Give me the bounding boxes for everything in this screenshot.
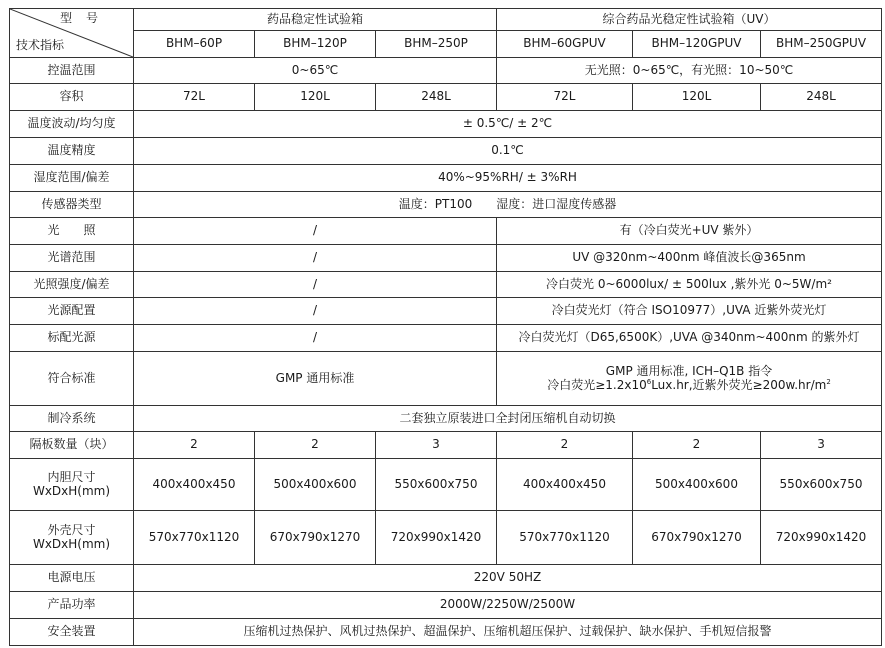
cell-value: 0~65℃ (134, 58, 497, 84)
cell-value: 670x790x1270 (255, 511, 376, 565)
cell-value: 248L (761, 84, 882, 111)
cell-value: 570x770x1120 (134, 511, 255, 565)
row-label: 控温范围 (10, 58, 134, 84)
compliance-detail (497, 352, 882, 406)
row-sensor (10, 192, 882, 218)
row-standard-light (10, 325, 882, 352)
model-name: BHM–60GPUV (497, 31, 633, 58)
cell-value: 2 (255, 432, 376, 459)
header-corner-cell (10, 9, 134, 58)
cell-value: 120L (633, 84, 761, 111)
row-label: 温度精度 (10, 138, 134, 165)
row-label: 温度波动/均匀度 (10, 111, 134, 138)
row-temp-fluct (10, 111, 882, 138)
cell-value: 500x400x600 (255, 459, 376, 511)
cell-value: 2 (633, 432, 761, 459)
row-volume (10, 84, 882, 111)
cell-value: 248L (376, 84, 497, 111)
row-compliance (10, 352, 882, 406)
model-name: BHM–120GPUV (633, 31, 761, 58)
cell-value: 2 (497, 432, 633, 459)
cell-value: 0.1℃ (134, 138, 882, 165)
cell-value: GMP 通用标准 (134, 352, 497, 406)
cell-value: 二套独立原装进口全封闭压缩机自动切换 (134, 406, 882, 432)
cell-value: 72L (134, 84, 255, 111)
row-label: 外壳尺寸 WxDxH(mm) (10, 511, 134, 565)
model-label: 型 号 (60, 11, 103, 25)
cell-value: 有（冷白荧光+UV 紫外） (497, 218, 882, 245)
row-label: 符合标准 (10, 352, 134, 406)
row-label: 光谱范围 (10, 245, 134, 272)
cell-value: 无光照：0~65℃，有光照：10~50℃ (497, 58, 882, 84)
cell-value: 3 (761, 432, 882, 459)
cell-value: 冷白荧光灯（D65,6500K）,UVA @340nm~400nm 的紫外灯 (497, 325, 882, 352)
row-light (10, 218, 882, 245)
spec-table (9, 8, 882, 646)
row-label: 安全装置 (10, 619, 134, 646)
cell-value: 3 (376, 432, 497, 459)
row-label: 电源电压 (10, 565, 134, 592)
row-temp-accuracy (10, 138, 882, 165)
compliance-line-1: GMP 通用标准, ICH–Q1B 指令 (605, 363, 773, 378)
row-label: 内胆尺寸 WxDxH(mm) (10, 459, 134, 511)
cell-value: 冷白荧光 0~6000lux/ ± 500lux ,紫外光 0~5W/m² (497, 272, 882, 298)
group1-title: 药品稳定性试验箱 (134, 9, 497, 31)
row-light-config (10, 298, 882, 325)
row-light-intensity (10, 272, 882, 298)
row-voltage (10, 565, 882, 592)
row-inner-size (10, 459, 882, 511)
cell-value: / (134, 218, 497, 245)
row-label: 光源配置 (10, 298, 134, 325)
row-label: 传感器类型 (10, 192, 134, 218)
cell-value: 400x400x450 (497, 459, 633, 511)
group2-title: 综合药品光稳定性试验箱（UV） (497, 9, 882, 31)
cell-value: 500x400x600 (633, 459, 761, 511)
row-label: 光照强度/偏差 (10, 272, 134, 298)
cell-value: 压缩机过热保护、风机过热保护、超温保护、压缩机超压保护、过载保护、缺水保护、手机短信报警 (134, 619, 882, 646)
cell-value: 72L (497, 84, 633, 111)
cell-value: 40%~95%RH/ ± 3%RH (134, 165, 882, 192)
cell-value: / (134, 298, 497, 325)
cell-value: / (134, 245, 497, 272)
row-power (10, 592, 882, 619)
row-safety (10, 619, 882, 646)
cell-value: 120L (255, 84, 376, 111)
cell-value: UV @320nm~400nm 峰值波长@365nm (497, 245, 882, 272)
cell-value: 冷白荧光灯（符合 ISO10977）,UVA 近紫外荧光灯 (497, 298, 882, 325)
cell-value: 720x990x1420 (761, 511, 882, 565)
cell-value: / (134, 325, 497, 352)
compliance-line-2: 冷白荧光$\ge 1.2x10^6Lux.hr$,近紫外荧光$\ge 200w.hr/m^2$ (547, 377, 831, 392)
cell-value: / (134, 272, 497, 298)
row-temp-range (10, 58, 882, 84)
spec-label: 技术指标 (16, 38, 65, 53)
cell-value: 2000W/2250W/2500W (134, 592, 882, 619)
row-humidity (10, 165, 882, 192)
row-label: 隔板数量（块） (10, 432, 134, 459)
cell-value: 2 (134, 432, 255, 459)
cell-value: 720x990x1420 (376, 511, 497, 565)
model-name: BHM–120P (255, 31, 376, 58)
row-label: 光 照 (10, 218, 134, 245)
row-label: 容积 (10, 84, 134, 111)
model-name: BHM–250GPUV (761, 31, 882, 58)
model-name: BHM–250P (376, 31, 497, 58)
cell-value: 温度：PT100 湿度：进口湿度传感器 (134, 192, 882, 218)
model-name: BHM–60P (134, 31, 255, 58)
cell-value: 220V 50HZ (134, 565, 882, 592)
row-label: 标配光源 (10, 325, 134, 352)
cell-value: 670x790x1270 (633, 511, 761, 565)
cell-value: ± 0.5℃/ ± 2℃ (134, 111, 882, 138)
row-spectrum (10, 245, 882, 272)
cell-value: 550x600x750 (376, 459, 497, 511)
row-cooling (10, 406, 882, 432)
row-label: 产品功率 (10, 592, 134, 619)
row-shelves (10, 432, 882, 459)
cell-value: 570x770x1120 (497, 511, 633, 565)
cell-value: 400x400x450 (134, 459, 255, 511)
row-label: 制冷系统 (10, 406, 134, 432)
row-outer-size (10, 511, 882, 565)
row-label: 湿度范围/偏差 (10, 165, 134, 192)
cell-value: 550x600x750 (761, 459, 882, 511)
